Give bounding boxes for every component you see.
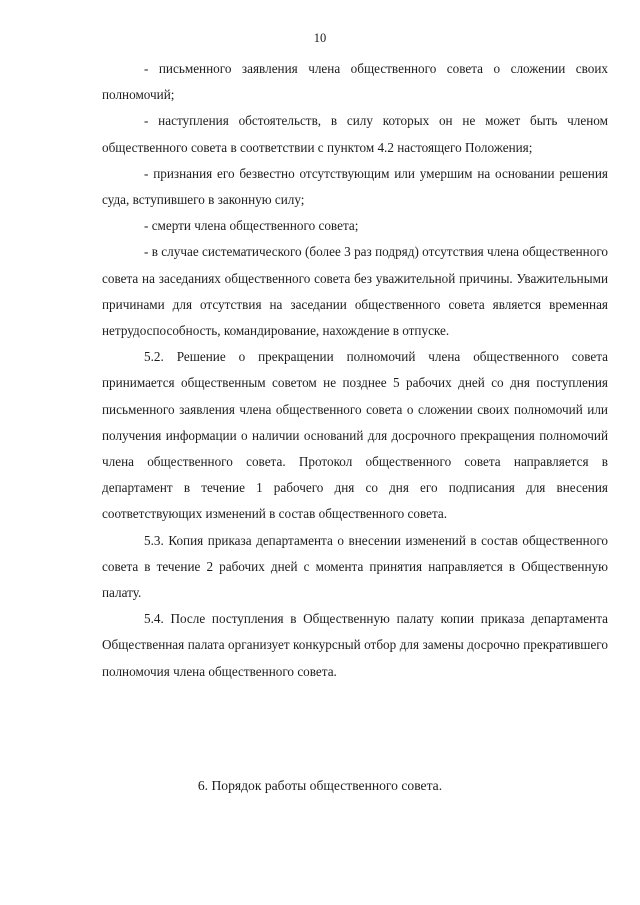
paragraph-circumstances: - наступления обстоятельств, в силу которых он не может быть членом общественного совета в соответствии с пунктом 4.2 настоящего Положения; (102, 113, 608, 155)
paragraph-5-2: 5.2. Решение о прекращении полномочий члена общественного совета принимается общественным советом не позднее 5 рабочих дней со дня поступления письменного заявления члена общественного совета о сложении своих полномочий или получения информации о наличии оснований для досрочного прекращения полномочий члена общественного совета. Протокол общественного совета направляется в департамент в течение 1 рабочего дня со дня его подписания для внесения соответствующих изменений в состав общественного совета. (102, 349, 608, 522)
paragraph-resignation: - письменного заявления члена общественного совета о сложении своих полномочий; (102, 61, 608, 103)
paragraph-death: - смерти члена общественного совета; (144, 218, 359, 234)
body-text (102, 56, 608, 685)
paragraph-5-4: 5.4. После поступления в Общественную палату копии приказа департамента Общественная палата организует конкурсный отбор для замены досрочно прекратившего полномочия члена общественного совета. (102, 611, 608, 679)
paragraph-missing-or-deceased: - признания его безвестно отсутствующим или умершим на основании решения суда, вступившего в законную силу; (102, 165, 608, 208)
page-number: 10 (313, 31, 327, 45)
paragraph-systematic-absence: - в случае систематического (более 3 раз подряд) отсутствия члена общественного совета на заседаниях общественного совета без уважительной причины. Уважительными причинами для отсутствия на заседании общественного совета является временная нетрудоспособность, командирование, нахождение в отпуске. (102, 244, 608, 339)
paragraph-5-3: 5.3. Копия приказа департамента о внесении изменений в состав общественного совета в течение 2 рабочих дней с момента принятия направляется в Общественную палату. (102, 532, 608, 601)
section-heading: 6. Порядок работы общественного совета. (197, 778, 443, 793)
